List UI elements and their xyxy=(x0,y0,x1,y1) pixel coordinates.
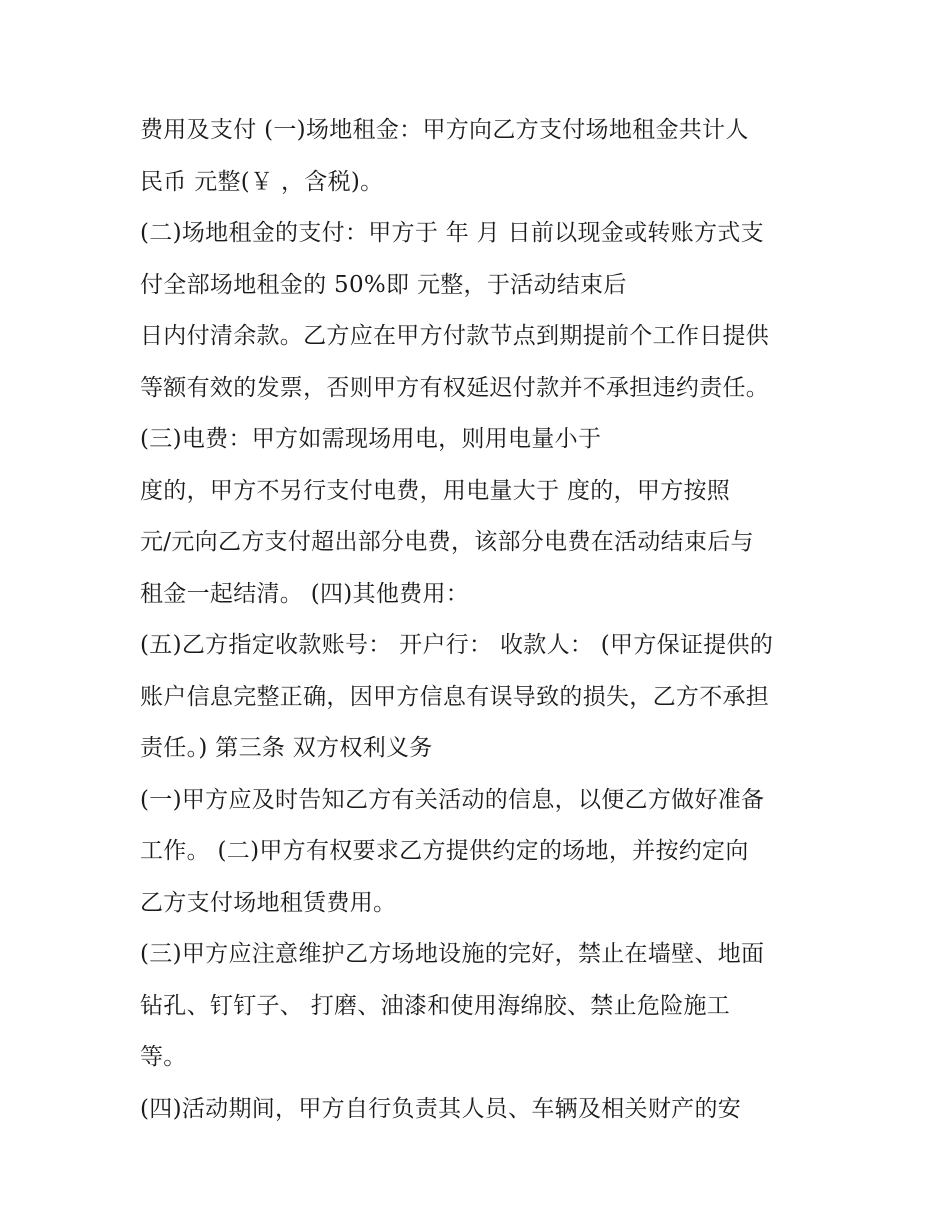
text-line: 乙方支付场地租赁费用。 xyxy=(140,889,397,916)
text-line: 工作。 (二)甲方有权要求乙方提供约定的场地，并按约定向 xyxy=(140,838,749,864)
text-line: (二)场地租金的支付：甲方于 年 月 日前以现金或转账方式支 xyxy=(140,220,764,246)
document-body xyxy=(140,105,840,1135)
text-line: 账户信息完整正确，因甲方信息有误导致的损失，乙方不承担 xyxy=(140,683,770,710)
text-line: 租金一起结清。 (四)其他费用： xyxy=(140,580,470,607)
text-line: 民币 元整(￥ ，含税)。 xyxy=(140,168,384,195)
text-line: 费用及支付 (一)场地租金：甲方向乙方支付场地租金共计人 xyxy=(140,117,749,143)
text-line: 等额有效的发票，否则甲方有权延迟付款并不承担违约责任。 xyxy=(140,374,770,401)
text-line: 钻孔、钉钉子、 打磨、油漆和使用海绵胶、禁止危险施工 xyxy=(140,992,731,1019)
text-line: (三)甲方应注意维护乙方场地设施的完好，禁止在墙壁、地面 xyxy=(140,941,765,967)
text-line: (三)电费：甲方如需现场用电，则用电量小于 xyxy=(140,426,602,452)
text-line: 元/元向乙方支付超出部分电费，该部分电费在活动结束后与 xyxy=(140,529,754,555)
text-line: (一)甲方应及时告知乙方有关活动的信息，以便乙方做好准备 xyxy=(140,786,765,813)
text-line: 责任。) 第三条 双方权利义务 xyxy=(140,735,433,761)
text-line: 付全部场地租金的 50%即 元整，于活动结束后 xyxy=(140,271,627,298)
text-line: 度的，甲方不另行支付电费，用电量大于 度的，甲方按照 xyxy=(140,477,731,504)
text-line: 等。 xyxy=(140,1044,187,1070)
text-line: (四)活动期间，甲方自行负责其人员、车辆及相关财产的安 xyxy=(140,1095,742,1122)
text-line: 日内付清余款。乙方应在甲方付款节点到期提前个工作日提供 xyxy=(140,323,770,349)
text-line: (五)乙方指定收款账号： 开户行： 收款人： (甲方保证提供的 xyxy=(140,632,774,658)
